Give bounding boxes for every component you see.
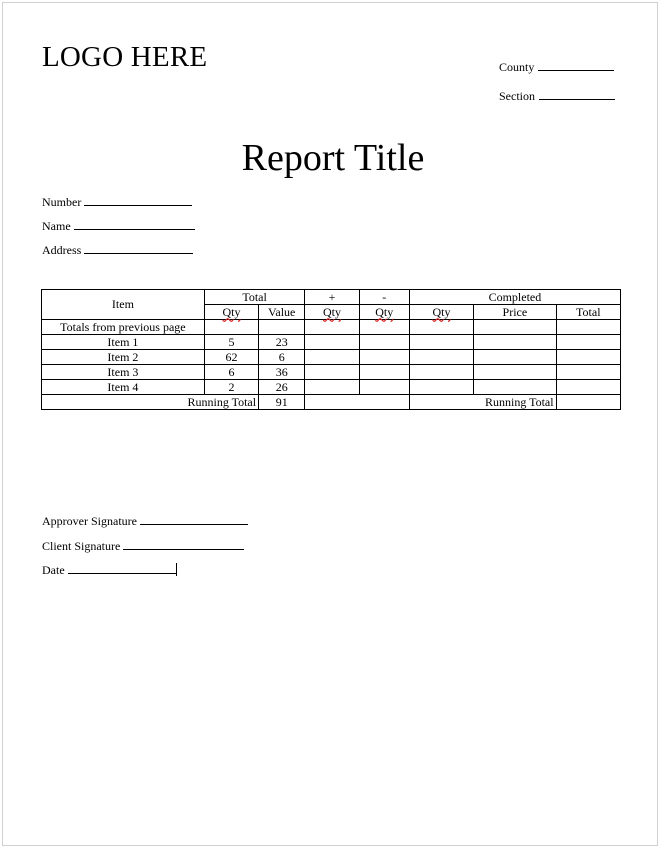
prev-page-label: Totals from previous page <box>42 320 205 335</box>
header-completed-qty <box>409 305 473 320</box>
client-signature-label: Client Signature <box>42 539 121 553</box>
header-plus: + <box>305 290 359 305</box>
table-row <box>42 335 621 350</box>
name-label: Name <box>42 219 71 233</box>
cell[interactable] <box>556 395 620 410</box>
item-value: 36 <box>259 365 305 380</box>
approver-signature-line[interactable] <box>140 512 248 525</box>
text-cursor <box>176 563 177 576</box>
cell[interactable] <box>474 380 556 395</box>
cell[interactable] <box>556 365 620 380</box>
item-value: 23 <box>259 335 305 350</box>
header-total-qty <box>204 305 258 320</box>
cell[interactable] <box>474 335 556 350</box>
header-item: Item <box>42 290 205 320</box>
section-label: Section <box>499 89 535 103</box>
item-name: Item 3 <box>42 365 205 380</box>
section-line[interactable] <box>539 87 615 100</box>
items-table <box>41 289 621 410</box>
item-name: Item 2 <box>42 350 205 365</box>
table-row <box>42 350 621 365</box>
cell[interactable] <box>259 320 305 335</box>
table-row <box>42 395 621 410</box>
cell[interactable] <box>409 320 473 335</box>
address-label: Address <box>42 243 82 257</box>
header-completed-price: Price <box>474 305 556 320</box>
item-name: Item 4 <box>42 380 205 395</box>
cell[interactable] <box>305 395 410 410</box>
address-field[interactable] <box>42 241 193 258</box>
running-total-value: 91 <box>259 395 305 410</box>
cell[interactable] <box>556 335 620 350</box>
cell[interactable] <box>305 320 359 335</box>
item-qty: 2 <box>204 380 258 395</box>
county-label: County <box>499 60 535 74</box>
address-line[interactable] <box>84 241 193 254</box>
cell[interactable] <box>556 380 620 395</box>
header-completed-total: Total <box>556 305 620 320</box>
cell[interactable] <box>359 320 409 335</box>
item-value: 6 <box>259 350 305 365</box>
date-label: Date <box>42 563 65 577</box>
table-row <box>42 380 621 395</box>
header-total-value: Value <box>259 305 305 320</box>
cell[interactable] <box>359 380 409 395</box>
client-signature-field[interactable] <box>42 537 244 554</box>
date-field[interactable] <box>42 561 177 578</box>
header-minus: - <box>359 290 409 305</box>
item-qty: 5 <box>204 335 258 350</box>
running-total-label-completed: Running Total <box>409 395 556 410</box>
cell[interactable] <box>474 350 556 365</box>
cell[interactable] <box>305 350 359 365</box>
header-minus-qty <box>359 305 409 320</box>
item-qty: 6 <box>204 365 258 380</box>
header-total: Total <box>204 290 305 305</box>
cell[interactable] <box>359 335 409 350</box>
cell[interactable] <box>305 380 359 395</box>
item-value: 26 <box>259 380 305 395</box>
document-page <box>2 2 658 846</box>
cell[interactable] <box>305 365 359 380</box>
running-total-label: Running Total <box>42 395 259 410</box>
cell[interactable] <box>556 320 620 335</box>
county-field[interactable] <box>499 58 614 75</box>
approver-signature-field[interactable] <box>42 512 248 529</box>
header-minus-qty-text: Qty <box>375 304 394 319</box>
client-signature-line[interactable] <box>123 537 244 550</box>
table-row <box>42 365 621 380</box>
cell[interactable] <box>409 380 473 395</box>
cell[interactable] <box>409 365 473 380</box>
county-line[interactable] <box>538 58 614 71</box>
header-plus-qty-text: Qty <box>322 304 341 319</box>
cell[interactable] <box>409 335 473 350</box>
header-plus-qty <box>305 305 359 320</box>
cell[interactable] <box>556 350 620 365</box>
item-qty: 62 <box>204 350 258 365</box>
cell[interactable] <box>359 350 409 365</box>
header-completed-qty-text: Qty <box>432 304 451 319</box>
cell[interactable] <box>359 365 409 380</box>
header-total-qty-text: Qty <box>222 304 241 319</box>
number-label: Number <box>42 195 82 209</box>
number-line[interactable] <box>84 193 192 206</box>
table-row <box>42 320 621 335</box>
date-line[interactable] <box>68 561 176 574</box>
report-title: Report Title <box>241 137 425 179</box>
item-name: Item 1 <box>42 335 205 350</box>
name-field[interactable] <box>42 217 195 234</box>
number-field[interactable] <box>42 193 192 210</box>
cell[interactable] <box>409 350 473 365</box>
header-completed: Completed <box>409 290 620 305</box>
cell[interactable] <box>305 335 359 350</box>
cell[interactable] <box>474 320 556 335</box>
section-field[interactable] <box>499 87 615 104</box>
name-line[interactable] <box>74 217 195 230</box>
approver-signature-label: Approver Signature <box>42 514 137 528</box>
cell[interactable] <box>204 320 258 335</box>
cell[interactable] <box>474 365 556 380</box>
logo-placeholder: LOGO HERE <box>42 41 208 73</box>
